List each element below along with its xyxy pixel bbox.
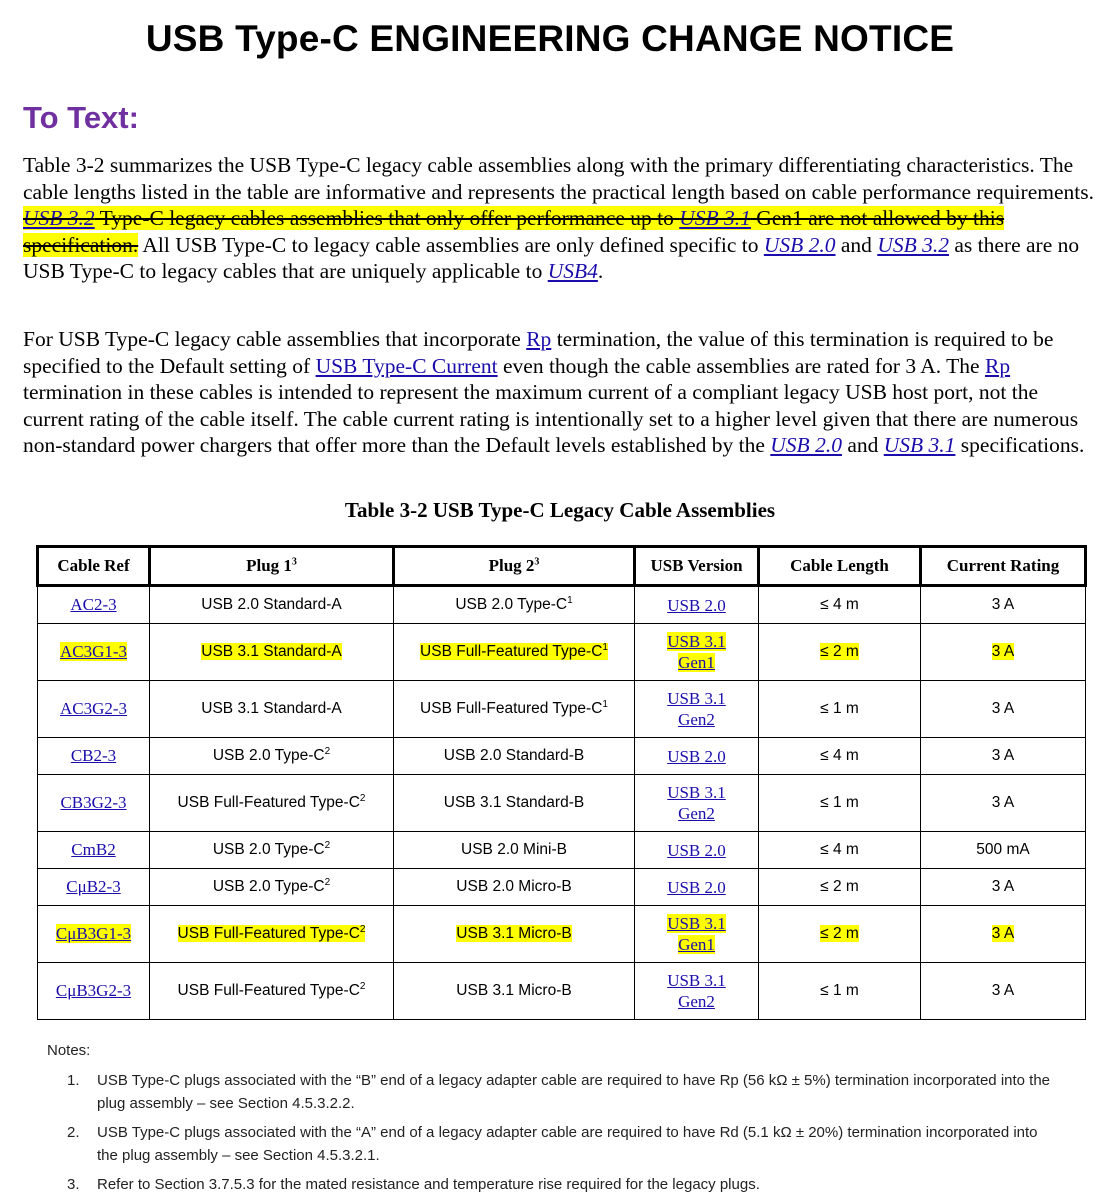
table-row [38,738,1086,775]
plug1-text: USB 3.1 Standard-A [201,643,342,660]
table-row [38,624,1086,681]
cable-ref-link[interactable]: CμB3G1-3 [55,924,132,943]
current-rating-cell: 3 A [921,738,1086,775]
table-row [38,775,1086,832]
cable-length-cell: ≤ 2 m [759,869,921,906]
cable-length-cell: ≤ 4 m [759,832,921,869]
usb-version-link[interactable]: USB 2.0 [667,840,726,860]
usb-version-link[interactable]: USB 2.0 [667,595,726,615]
footnote-ref: 2 [324,839,331,851]
footnote-ref: 2 [324,745,331,757]
cable-ref-cell [38,775,150,832]
table-row [38,906,1086,963]
current-rating-cell: 3 A [921,681,1086,738]
p2-text: For USB Type-C legacy cable assemblies that incorporate [23,327,527,351]
cable-ref-link[interactable]: AC2-3 [70,595,117,614]
legacy-cable-table [36,545,1087,1020]
note-text: USB Type-C plugs associated with the “B” end of a legacy adapter cable are required to have Rp (56 kΩ ± 5%) termination incorporated into the plug assembly – see Section 4.5.3.2.2. [97,1072,1051,1112]
cable-ref-link[interactable]: CB2-3 [70,746,117,765]
usb31-link[interactable]: USB 3.1 [883,433,956,458]
cable-length-cell [759,906,921,963]
footnote-ref: 2 [359,980,366,992]
notes-title: Notes: [47,1042,91,1059]
cable-length-cell: ≤ 1 m [759,963,921,1020]
footnote-ref: 1 [602,641,608,653]
footnote-ref: 3 [291,556,297,568]
p1-text: and [835,232,878,257]
table-caption: Table 3-2 USB Type-C Legacy Cable Assemblies [344,498,776,522]
current-rating-cell: 3 A [921,869,1086,906]
plug2-cell: USB 2.0 Mini-B [394,832,635,869]
plug1-text: USB 2.0 Type-C [212,747,325,764]
plug2-cell: USB 3.1 Standard-B [394,775,635,832]
usb-type-c-current-link[interactable]: USB Type-C Current [315,353,498,378]
p1-text: All USB Type-C to legacy cable assemblies are only defined specific to [138,232,764,257]
plug1-text: USB Full-Featured Type-C [177,982,360,999]
cable-ref-cell [38,586,150,624]
footnote-ref: 1 [567,594,573,606]
usb20-link[interactable]: USB 2.0 [763,232,836,257]
usb-version-cell [635,906,759,963]
usb-version-cell [635,681,759,738]
highlight [56,924,131,943]
note-number: 3. [67,1176,80,1193]
usb32-link[interactable]: USB 3.2 [23,206,95,231]
plug1-text: USB 2.0 Type-C [212,878,325,895]
footnote-ref: 2 [359,923,366,935]
col-header-plug1 [150,547,394,586]
current-rating-cell [921,906,1086,963]
table-row [38,832,1086,869]
note-item [47,1069,1057,1115]
highlight [667,914,726,954]
col-header-usb-version: USB Version [635,547,759,586]
usb-gen-link[interactable]: Gen2 [678,804,715,823]
col-header-plug2 [394,547,635,586]
plug1-cell: USB 3.1 Standard-A [150,681,394,738]
note-text: USB Type-C plugs associated with the “A” end of a legacy adapter cable are required to have Rd (5.1 kΩ ± 20%) termination incorporated into the plug assembly – see Section 4.5.3.2.1. [97,1124,1038,1164]
current-rating-cell: 3 A [921,963,1086,1020]
p1-struck-text: Type-C legacy cables assemblies that only offer performance up to [94,206,680,231]
table-row [38,681,1086,738]
usb-version-link[interactable]: USB 3.1 [667,632,726,651]
plug1-cell [150,738,394,775]
note-number: 2. [67,1124,80,1141]
plug1-text: USB Full-Featured Type-C [177,794,360,811]
col-header-cable-ref: Cable Ref [38,547,150,586]
usb-version-link[interactable]: USB 3.1 [667,971,726,990]
note-number: 1. [67,1072,80,1089]
cable-ref-link[interactable]: AC3G2-3 [59,699,128,718]
col-header-label: Plug 1 [246,556,292,575]
plug1-cell [150,906,394,963]
plug1-text: USB Full-Featured Type-C [177,925,360,942]
plug2-cell [394,906,635,963]
cable-ref-cell [38,624,150,681]
usb-version-cell [635,624,759,681]
paragraph-1 [23,152,1103,285]
plug1-cell [150,869,394,906]
usb-version-cell [635,963,759,1020]
cable-ref-cell [38,832,150,869]
table-header-row [38,547,1086,586]
current-rating-cell: 500 mA [921,832,1086,869]
table-row [38,586,1086,624]
cable-ref-link[interactable]: CμB3G2-3 [55,981,132,1000]
p2-text: termination, the value of this termination is required to be specified to the Default setting of [23,327,1054,378]
plug1-cell: USB 2.0 Standard-A [150,586,394,624]
usb-version-link[interactable]: USB 3.1 [667,783,726,802]
p1-text: Table 3-2 summarizes the USB Type-C legacy cable assemblies along with the primary differentiating characteristics. The cable lengths listed in the table are informative and represents the practical length based on cable performance requirements. [23,153,1094,204]
cable-length-cell: ≤ 4 m [759,738,921,775]
plug2-cell [394,681,635,738]
plug1-text: USB 2.0 Type-C [212,841,325,858]
footnote-ref: 1 [602,698,608,710]
highlight [420,643,608,660]
col-header-current-rating: Current Rating [921,547,1086,586]
usb-version-cell [635,869,759,906]
current-rating-cell [921,624,1086,681]
col-header-label: Plug 2 [488,556,535,575]
plug2-text: USB 3.1 Micro-B [456,925,572,942]
p2-text: even though the cable assemblies are rated for 3 A. The [497,353,985,378]
usb-version-link[interactable]: USB 2.0 [667,746,726,766]
table-notes [47,1042,1057,1202]
cable-length-cell: ≤ 1 m [759,775,921,832]
table-row [38,869,1086,906]
current-rating-text: 3 A [991,925,1015,942]
usb-version-link[interactable]: USB 3.1 [667,914,726,933]
col-header-cable-length: Cable Length [759,547,921,586]
highlight [60,642,127,661]
cable-length-text: ≤ 2 m [820,643,859,660]
current-rating-text: 3 A [991,643,1015,660]
plug2-text: USB Full-Featured Type-C [420,643,603,660]
plug2-cell [394,624,635,681]
document-title: USB Type-C ENGINEERING CHANGE NOTICE [145,18,955,59]
cable-ref-link[interactable]: AC3G1-3 [59,642,128,661]
usb-gen-link[interactable]: Gen1 [678,653,715,672]
usb-version-link[interactable]: USB 2.0 [667,877,726,897]
cable-ref-link[interactable]: CmB2 [71,840,116,859]
note-text: Refer to Section 3.7.5.3 for the mated resistance and temperature rise required for the legacy plugs. [97,1176,760,1193]
usb20-link[interactable]: USB 2.0 [770,433,842,458]
highlight [178,925,366,942]
plug2-cell: USB 3.1 Micro-B [394,963,635,1020]
note-item [47,1173,1057,1196]
cable-ref-cell [38,738,150,775]
usb4-link[interactable]: USB4 [547,259,598,284]
table-row [38,963,1086,1020]
p2-text: specifications. [955,433,1085,458]
cable-length-text: ≤ 2 m [820,925,859,942]
plug1-cell [150,963,394,1020]
cable-ref-cell [38,963,150,1020]
rp-link[interactable]: Rp [984,353,1011,378]
usb-version-link[interactable]: USB 3.1 [667,689,726,708]
paragraph-2 [23,326,1103,459]
footnote-ref: 2 [324,876,331,888]
current-rating-cell: 3 A [921,586,1086,624]
usb32-link[interactable]: USB 3.2 [877,232,949,257]
usb-gen-link[interactable]: Gen2 [678,710,715,729]
p2-text: termination in these cables is intended to represent the maximum current of a compliant legacy USB host port, not the current rating of the cable itself. The cable current rating is intentionally set to a higher level given that there are numerous non-standard power chargers that offer more than the Default levels established by the [23,380,1079,458]
p1-text: . [597,259,604,284]
cable-length-cell [759,624,921,681]
cable-length-cell: ≤ 4 m [759,586,921,624]
p1-text: as there are no USB Type-C to legacy cables that are uniquely applicable to [23,232,1080,284]
cable-ref-link[interactable]: CB3G2-3 [60,793,127,812]
cable-ref-cell [38,906,150,963]
usb-version-cell [635,738,759,775]
usb-gen-link[interactable]: Gen2 [678,992,715,1011]
footnote-ref: 2 [359,792,366,804]
footnote-ref: 3 [534,556,540,568]
rp-link[interactable]: Rp [526,327,552,351]
cable-length-cell: ≤ 1 m [759,681,921,738]
highlight [667,632,726,672]
p2-text: and [841,433,884,458]
usb-version-cell [635,586,759,624]
usb31-link[interactable]: USB 3.1 [679,206,751,231]
note-item [47,1121,1057,1167]
p1-struck-text: Gen1 are not allowed by this specification. [23,206,1005,257]
plug1-cell [150,775,394,832]
cable-ref-cell [38,681,150,738]
current-rating-cell: 3 A [921,775,1086,832]
usb-version-cell [635,775,759,832]
plug2-cell [394,586,635,624]
cable-ref-cell [38,869,150,906]
plug2-cell: USB 2.0 Standard-B [394,738,635,775]
cable-ref-link[interactable]: CμB2-3 [66,877,121,896]
plug2-text: USB 2.0 Type-C [455,596,568,613]
plug2-cell: USB 2.0 Micro-B [394,869,635,906]
plug1-cell [150,624,394,681]
usb-version-cell [635,832,759,869]
plug1-cell [150,832,394,869]
plug2-text: USB Full-Featured Type-C [420,700,603,717]
section-heading: To Text: [23,100,139,135]
usb-gen-link[interactable]: Gen1 [678,935,715,954]
